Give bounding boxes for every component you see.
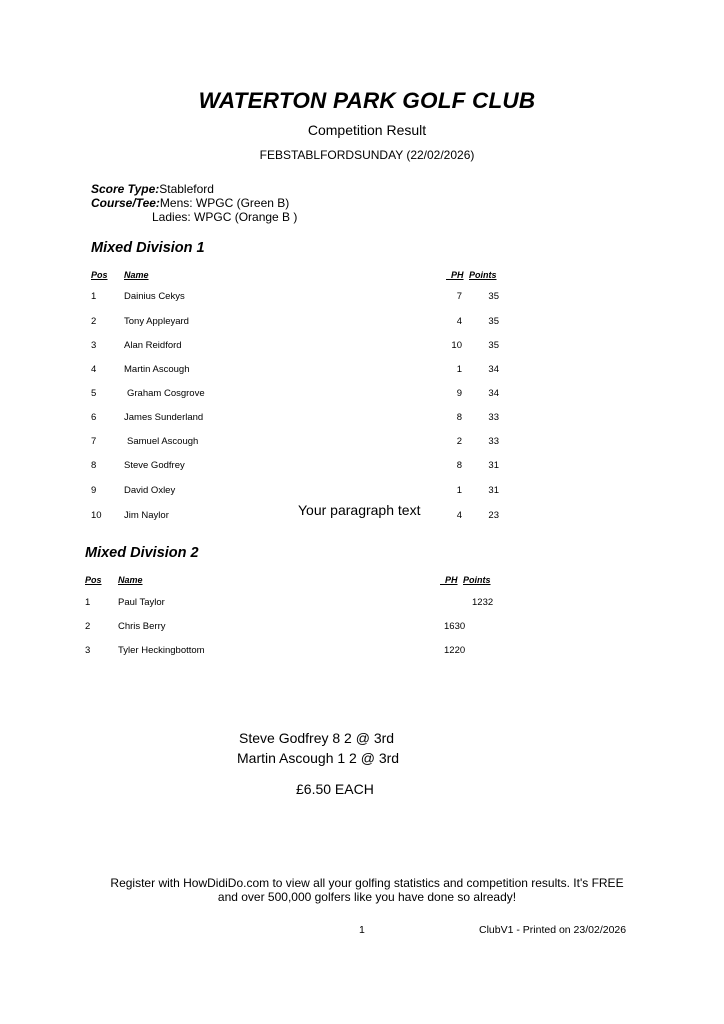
row-name: David Oxley xyxy=(124,485,176,496)
row-name: Dainius Cekys xyxy=(124,291,185,302)
course-tee-label: Course/Tee: xyxy=(91,196,160,210)
row-pos: 7 xyxy=(91,436,97,447)
register-line-1: Register with HowDidiDo.com to view all your golfing statistics and competition results. It's FREE xyxy=(110,876,624,890)
row-ph: 1 xyxy=(456,364,462,375)
row-ph: 8 xyxy=(456,412,462,423)
row-ph: 7 xyxy=(456,291,462,302)
row-pos: 8 xyxy=(91,460,97,471)
row-points: 23 xyxy=(488,510,499,521)
row-name: Steve Godfrey xyxy=(124,460,185,471)
row-name: Graham Cosgrove xyxy=(127,388,205,399)
row-points: 34 xyxy=(488,388,499,399)
row-pos: 6 xyxy=(91,412,97,423)
row-points: 34 xyxy=(488,364,499,375)
division-2-col-points: Points xyxy=(463,575,491,585)
printed-info: ClubV1 - Printed on 23/02/2026 xyxy=(479,924,627,936)
competition-name: FEBSTABLFORDSUNDAY (22/02/2026) xyxy=(259,148,475,162)
row-ph: 1 xyxy=(456,485,462,496)
note-line-3: £6.50 EACH xyxy=(296,781,374,797)
row-pos: 10 xyxy=(91,510,102,521)
row-pos: 2 xyxy=(85,621,91,632)
division-1-col-ph-label: PH xyxy=(451,270,464,280)
note-line-1: Steve Godfrey 8 2 @ 3rd xyxy=(239,730,395,746)
row-ph: 10 xyxy=(451,340,462,351)
note-line-2: Martin Ascough 1 2 @ 3rd xyxy=(237,750,400,766)
division-1-title: Mixed Division 1 xyxy=(91,240,205,256)
row-ph: 8 xyxy=(456,460,462,471)
row-ph: 4 xyxy=(456,510,462,521)
row-pos: 3 xyxy=(91,340,97,351)
course-ladies-value: Ladies: WPGC (Orange B ) xyxy=(152,210,298,224)
division-2-title: Mixed Division 2 xyxy=(85,545,199,561)
row-name: Alan Reidford xyxy=(124,340,182,351)
row-value: 1220 xyxy=(444,645,466,656)
score-type-value: Stableford xyxy=(159,182,214,196)
row-pos: 4 xyxy=(91,364,97,375)
row-name: Chris Berry xyxy=(118,621,166,632)
division-1-col-points: Points xyxy=(469,270,497,280)
row-points: 31 xyxy=(488,460,499,471)
row-value: 1232 xyxy=(472,597,494,608)
row-ph: 4 xyxy=(456,316,462,327)
paragraph-placeholder: Your paragraph text xyxy=(298,502,421,518)
score-type-line xyxy=(91,182,214,196)
division-2-col-pos: Pos xyxy=(85,575,102,585)
row-name: Jim Naylor xyxy=(124,510,169,521)
row-ph: 2 xyxy=(456,436,462,447)
row-points: 35 xyxy=(488,291,499,302)
row-pos: 5 xyxy=(91,388,97,399)
course-mens-value: Mens: WPGC (Green B) xyxy=(159,196,290,210)
row-points: 33 xyxy=(488,412,499,423)
page-number: 1 xyxy=(359,924,365,936)
register-line-2: and over 500,000 golfers like you have done so already! xyxy=(217,890,517,904)
row-pos: 9 xyxy=(91,485,97,496)
division-1-col-pos: Pos xyxy=(91,270,108,280)
division-1-col-ph xyxy=(446,270,464,280)
score-type-label: Score Type: xyxy=(91,182,160,196)
row-pos: 3 xyxy=(85,645,91,656)
row-name: Paul Taylor xyxy=(118,597,165,608)
course-tee-line xyxy=(91,196,289,210)
row-name: Tony Appleyard xyxy=(124,316,189,327)
division-2-col-name: Name xyxy=(118,575,143,585)
page-subtitle: Competition Result xyxy=(307,122,427,138)
division-2-col-ph-label: PH xyxy=(445,575,458,585)
row-points: 35 xyxy=(488,316,499,327)
row-pos: 1 xyxy=(85,597,91,608)
row-name: Samuel Ascough xyxy=(127,436,199,447)
row-ph: 9 xyxy=(456,388,462,399)
register-message xyxy=(0,876,724,904)
division-2-col-ph xyxy=(440,575,458,585)
division-1-col-name: Name xyxy=(124,270,149,280)
row-value: 1630 xyxy=(444,621,466,632)
club-title: WATERTON PARK GOLF CLUB xyxy=(198,88,536,113)
row-pos: 2 xyxy=(91,316,97,327)
row-name: James Sunderland xyxy=(124,412,204,423)
row-name: Martin Ascough xyxy=(124,364,190,375)
row-points: 35 xyxy=(488,340,499,351)
row-points: 31 xyxy=(488,485,499,496)
row-points: 33 xyxy=(488,436,499,447)
row-pos: 1 xyxy=(91,291,97,302)
row-name: Tyler Heckingbottom xyxy=(118,645,205,656)
